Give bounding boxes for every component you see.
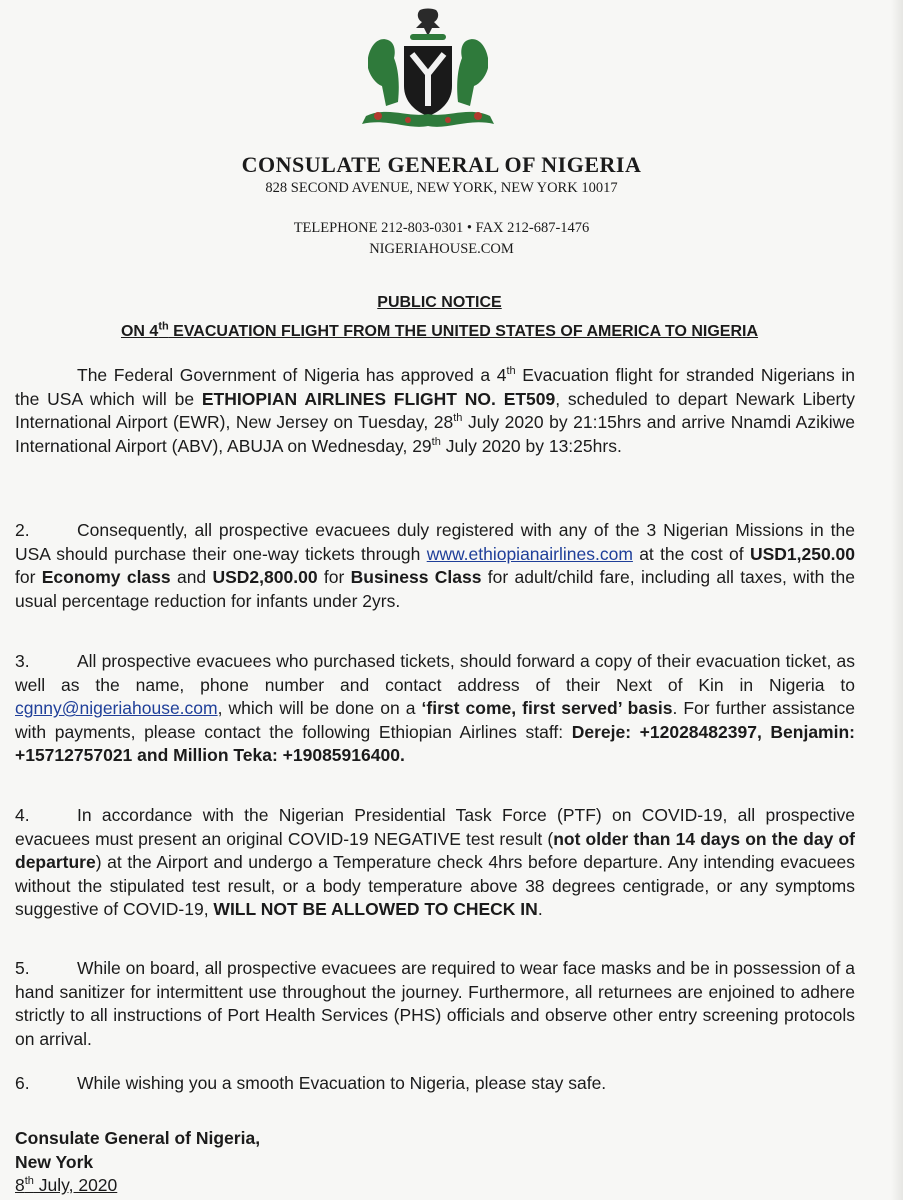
paragraph-1: The Federal Government of Nigeria has approved a 4th Evacuation flight for stranded Nigerians in the USA which will be ETHIOPIAN AIRLINES FLIGHT NO. ET509, scheduled to depart Newark Liberty International Airport (EWR), New Jersey on Tuesday, 28th July 2020 by 21:15hrs and arrive Nnamdi Azikiwe International Airport (ABV), ABUJA on Wednesday, 29th July 2020 by 13:25hrs. [15,365,855,456]
ethiopian-airlines-link[interactable]: www.ethiopianairlines.com [426,543,633,564]
paragraph-3: 3. All prospective evacuees who purchased tickets, should forward a copy of their evacuation ticket, as well as the name, phone number and contact address of their Next of Kin in Nigeria to cgnny@nigeriahouse.com, which will be done on a ‘first come, first served’ basis. For further assistance with payments, please contact the following Ethiopian Airlines staff: Dereje: +12028482397, Benjamin: +15712757021 and Million Teka: +19085916400. [15,651,856,766]
nigeria-coat-of-arms-emblem [348,6,508,134]
consulate-title: CONSULATE GENERAL OF NIGERIA [241,152,642,177]
paragraph-4: 4. In accordance with the Nigerian Presidential Task Force (PTF) on COVID-19, all prospective evacuees must present an original COVID-19 NEGATIVE test result (not older than 14 days on the day of departure) at the Airport and undergo a Temperature check 4hrs before departure. Any intending evacuees without the stipulated test result, or a body temperature above 38 degrees centigrade, or any symptoms suggestive of COVID-19, WILL NOT BE ALLOWED TO CHECK IN. [15,805,856,920]
signature-line-2: New York [15,1151,94,1172]
consulate-email-link[interactable]: cgnny@nigeriahouse.com [15,698,218,719]
consulate-website: NIGERIAHOUSE.COM [369,241,514,257]
notice-subtitle: ON 4th EVACUATION FLIGHT FROM THE UNITED STATES OF AMERICA TO NIGERIA [120,320,759,340]
notice-title: PUBLIC NOTICE [377,294,502,311]
paragraph-6: 6. While wishing you a smooth Evacuation to Nigeria, please stay safe. [15,1073,607,1093]
signature-block [15,1127,260,1198]
paragraph-5: 5. While on board, all prospective evacuees are required to wear face masks and be in possession of a hand sanitizer for intermittent use throughout the journey. Furthermore, all returnees are enjoined to adhere strictly to all instructions of Port Health Services (PHS) officials and observe other entry screening protocols on arrival. [15,958,855,1049]
signature-date: 8th July, 2020 [15,1175,118,1196]
consulate-contacts: TELEPHONE 212-803-0301 • FAX 212-687-1476 [293,220,590,236]
signature-line-1: Consulate General of Nigeria, [15,1128,261,1148]
paragraph-2: 2. Consequently, all prospective evacuees duly registered with any of the 3 Nigerian Missions in the USA should purchase their one-way tickets through www.ethiopianairlines.com at the cost of USD1,250.00 for Economy class and USD2,800.00 for Business Class for adult/child fare, including all taxes, with the usual percentage reduction for infants under 2yrs. [15,520,856,611]
consulate-address: 828 SECOND AVENUE, NEW YORK, NEW YORK 10017 [265,180,618,196]
page-edge-shadow [891,0,903,1200]
